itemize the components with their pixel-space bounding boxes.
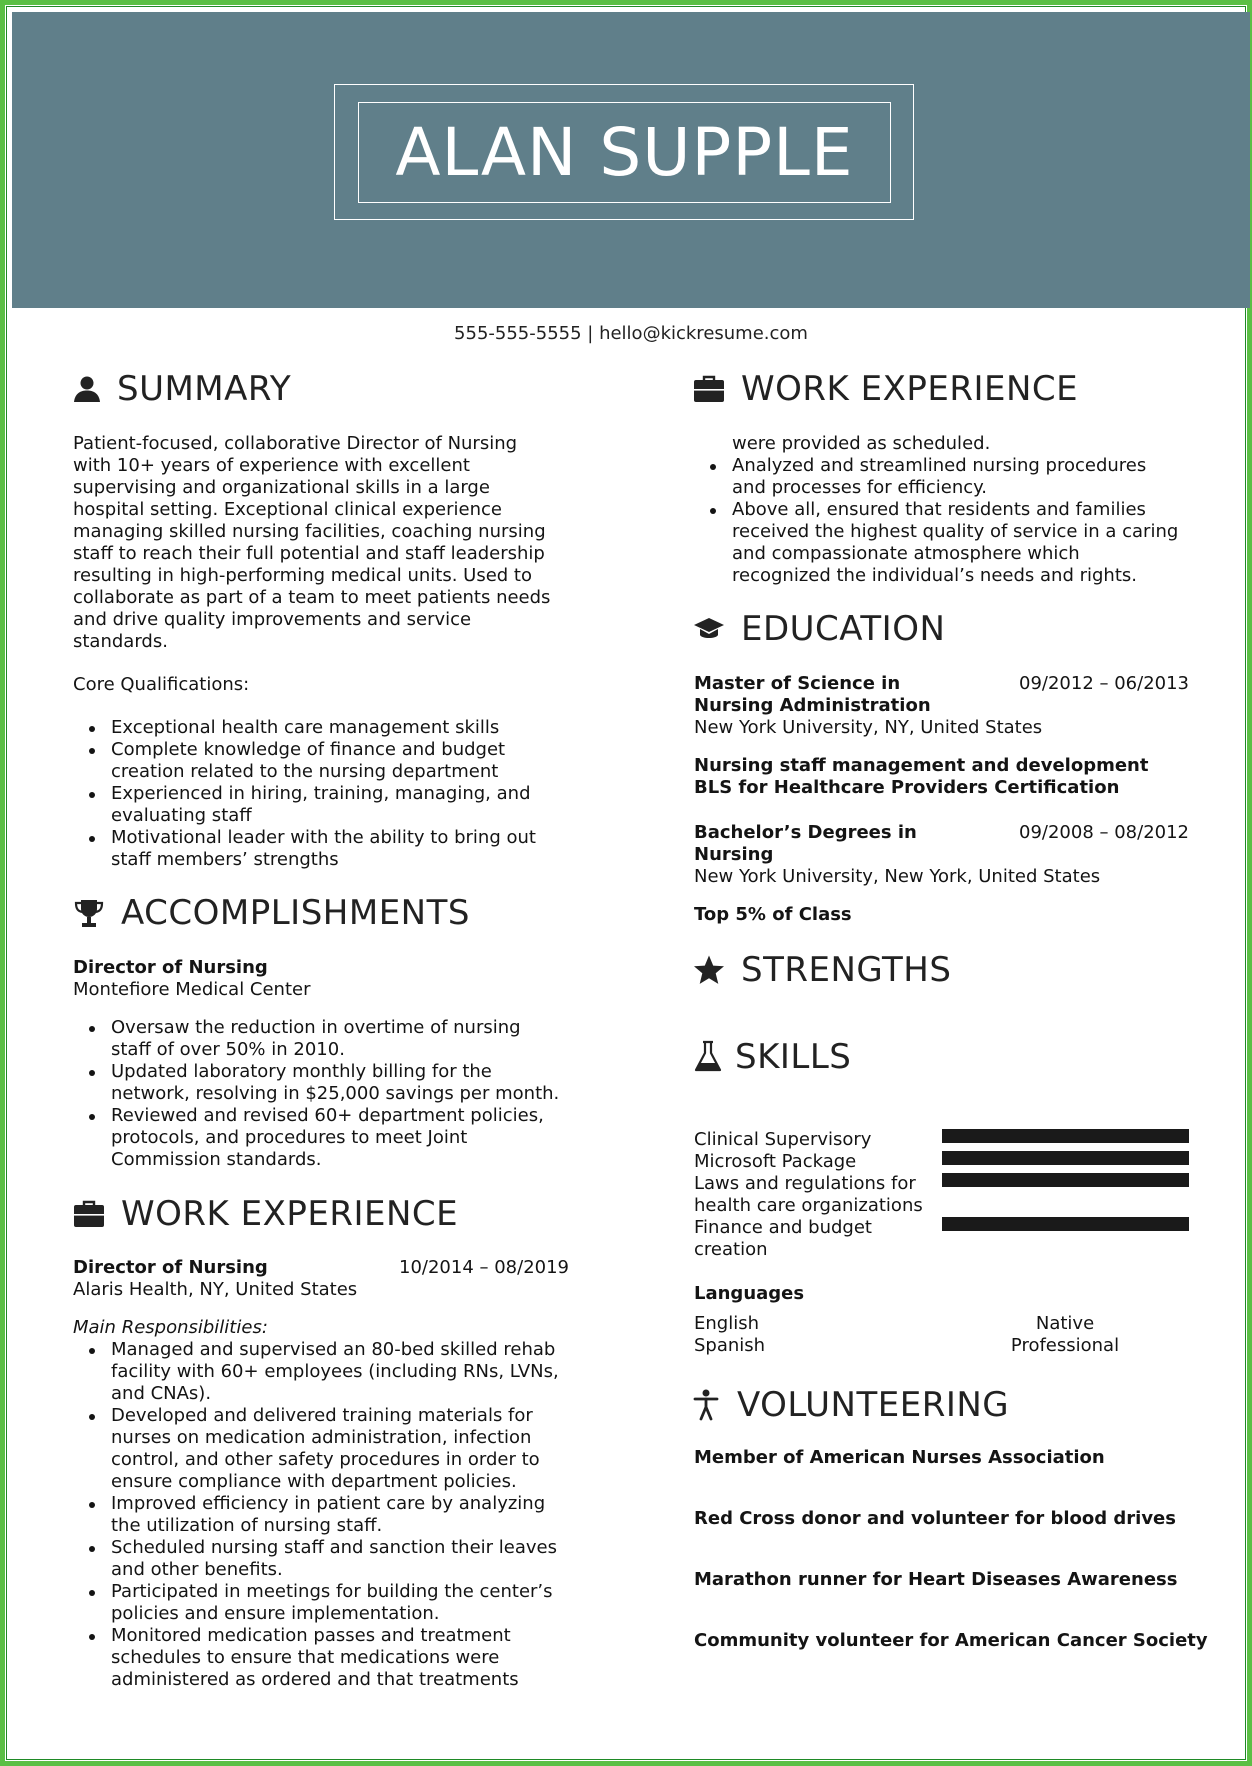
language-level: Professional [1010, 1335, 1120, 1356]
volunteering-title: VOLUNTEERING [737, 1385, 1010, 1425]
volunteering-item: Marathon runner for Heart Diseases Awareness [694, 1569, 1178, 1590]
core-qualifications-list [73, 717, 631, 871]
skills-title: SKILLS [735, 1037, 852, 1077]
summary-line: hospital setting. Exceptional clinical experience [73, 499, 502, 520]
responsibility-item-line: policies and ensure implementation. [111, 1603, 440, 1624]
skill-label [694, 1217, 934, 1261]
responsibility-item-line: Analyzed and streamlined nursing procedures [732, 455, 1147, 476]
core-qualification-item [111, 739, 631, 783]
accomplishment-org: Montefiore Medical Center [73, 979, 311, 1000]
star-icon [693, 954, 725, 986]
education-dates: 09/2008 – 08/2012 [1019, 822, 1189, 843]
skill-label [694, 1173, 934, 1217]
responsibility-continuation: were provided as scheduled. [732, 433, 991, 454]
responsibility-item-line: Managed and supervised an 80-bed skilled rehab [111, 1339, 556, 1360]
responsibility-item-line: Scheduled nursing staff and sanction their leaves [111, 1537, 557, 1558]
flask-icon [693, 1040, 723, 1074]
work-experience-heading [73, 1194, 458, 1234]
skill-label [694, 1151, 934, 1173]
responsibility-item-line: Improved efficiency in patient care by analyzing [111, 1493, 546, 1514]
core-qualification-item [111, 827, 631, 871]
education-title: EDUCATION [741, 609, 946, 649]
responsibility-item-line: and other benefits. [111, 1559, 283, 1580]
responsibility-item-line: and compassionate atmosphere which [732, 543, 1080, 564]
job-org: Alaris Health, NY, United States [73, 1279, 358, 1300]
strengths-title: STRENGTHS [741, 950, 952, 990]
responsibility-item-line: Developed and delivered training materials for [111, 1405, 533, 1426]
degree-line: Nursing Administration [694, 695, 931, 716]
name-frame-inner [358, 102, 891, 203]
skill-label-line: health care organizations [694, 1195, 923, 1216]
responsibility-item-line: and CNAs). [111, 1383, 212, 1404]
summary-line: and drive quality improvements and service [73, 609, 472, 630]
core-qualification-item-line: evaluating staff [111, 805, 252, 826]
person-icon [73, 375, 101, 403]
responsibilities-label: Main Responsibilities: [73, 1317, 268, 1338]
summary-line: collaborate as part of a team to meet patients needs [73, 587, 551, 608]
responsibility-item-line: Participated in meetings for building the center’s [111, 1581, 553, 1602]
responsibility-item [111, 1339, 631, 1405]
education-heading [693, 609, 945, 649]
language-level: Native [1035, 1313, 1095, 1334]
education-note: BLS for Healthcare Providers Certification [694, 777, 1120, 798]
job-header-row [73, 1257, 569, 1279]
core-qualification-item-line: creation related to the nursing department [111, 761, 499, 782]
work-experience-heading-continued [693, 369, 1078, 409]
skill-label-line: creation [694, 1239, 768, 1260]
accomplishments-title: ACCOMPLISHMENTS [121, 893, 470, 933]
accomplishment-role: Director of Nursing [73, 957, 268, 978]
responsibility-item-line: nurses on medication administration, infection [111, 1427, 532, 1448]
summary-line: standards. [73, 631, 168, 652]
education-header-row [694, 673, 1189, 717]
summary-line: supervising and organizational skills in a large [73, 477, 490, 498]
language-name: English [694, 1313, 759, 1334]
skill-level-bar [942, 1173, 1189, 1187]
education-notes [694, 904, 1189, 926]
education-note: Nursing staff management and development [694, 755, 1149, 776]
school: New York University, NY, United States [694, 717, 1043, 738]
education-entry [694, 673, 1189, 799]
accomplishments-heading [73, 893, 470, 933]
strengths-heading [693, 950, 951, 990]
accomplishment-item-line: network, resolving in $25,000 savings per month. [111, 1083, 560, 1104]
responsibility-item [111, 1625, 631, 1691]
volunteering-item: Member of American Nurses Association [694, 1447, 1105, 1468]
responsibility-item [732, 455, 1252, 499]
volunteering-item: Red Cross donor and volunteer for blood drives [694, 1508, 1176, 1529]
accomplishment-item [111, 1061, 631, 1105]
responsibility-item-line: recognized the individual’s needs and rights. [732, 565, 1137, 586]
core-qualification-item-line: Experienced in hiring, training, managing, and [111, 783, 531, 804]
accomplishment-item-line: Oversaw the reduction in overtime of nursing [111, 1017, 521, 1038]
responsibility-item [732, 499, 1252, 587]
accomplishment-item-line: protocols, and procedures to meet Joint [111, 1127, 468, 1148]
summary-line: staff to reach their full potential and staff leadership [73, 543, 545, 564]
contact-line: 555-555-5555 | hello@kickresume.com [454, 323, 808, 344]
skills-heading [693, 1037, 851, 1077]
work-experience-title-continued: WORK EXPERIENCE [741, 369, 1079, 409]
skill-label-line: Laws and regulations for [694, 1173, 916, 1194]
education-notes [694, 755, 1189, 799]
responsibility-item-line: and processes for efficiency. [732, 477, 987, 498]
education-dates: 09/2012 – 06/2013 [1019, 673, 1189, 694]
trophy-icon [73, 897, 105, 929]
skill-level-bar [942, 1129, 1189, 1143]
degree [694, 822, 917, 866]
accomplishment-item [111, 1017, 631, 1061]
core-qualification-item [111, 783, 631, 827]
skill-label [694, 1129, 934, 1151]
summary-line: managing skilled nursing facilities, coaching nursing [73, 521, 546, 542]
person-figure-icon [693, 1389, 719, 1421]
core-qualification-item [111, 717, 631, 739]
responsibilities-list-continued [694, 455, 1252, 587]
volunteering-heading [693, 1385, 1009, 1425]
summary-paragraph [73, 433, 573, 653]
responsibility-item [111, 1493, 631, 1537]
core-qualifications-label: Core Qualifications: [73, 674, 250, 695]
graduation-cap-icon [693, 615, 725, 643]
degree-line: Bachelor’s Degrees in [694, 822, 917, 843]
responsibility-item-line: administered as ordered and that treatments [111, 1669, 519, 1690]
skill-level-bar [942, 1151, 1189, 1165]
degree-line: Master of Science in [694, 673, 901, 694]
education-entry [694, 822, 1189, 926]
accomplishment-item-line: Commission standards. [111, 1149, 322, 1170]
briefcase-icon [73, 1199, 105, 1229]
responsibility-item-line: received the highest quality of service in a caring [732, 521, 1179, 542]
accomplishment-item-line: staff of over 50% in 2010. [111, 1039, 345, 1060]
skill-label-line: Clinical Supervisory [694, 1129, 872, 1150]
responsibilities-list [73, 1339, 631, 1691]
responsibility-item-line: ensure compliance with department policies. [111, 1471, 517, 1492]
education-header-row [694, 822, 1189, 866]
summary-title: SUMMARY [117, 369, 292, 409]
briefcase-icon [693, 374, 725, 404]
core-qualification-item-line: Complete knowledge of finance and budget [111, 739, 506, 760]
summary-heading [73, 369, 291, 409]
responsibility-item-line: facility with 60+ employees (including RNs, LVNs, [111, 1361, 559, 1382]
candidate-name: ALAN SUPPLE [395, 114, 854, 191]
summary-line: with 10+ years of experience with excellent [73, 455, 470, 476]
education-note: Top 5% of Class [694, 904, 852, 925]
responsibility-item [111, 1581, 631, 1625]
core-qualification-item-line: Motivational leader with the ability to bring out [111, 827, 536, 848]
job-dates: 10/2014 – 08/2019 [399, 1257, 569, 1278]
skill-label-line: Finance and budget [694, 1217, 872, 1238]
responsibility-item [111, 1405, 631, 1493]
degree-line: Nursing [694, 844, 774, 865]
core-qualification-item-line: staff members’ strengths [111, 849, 339, 870]
responsibility-item [111, 1537, 631, 1581]
accomplishment-item-line: Reviewed and revised 60+ department policies, [111, 1105, 544, 1126]
core-qualification-item-line: Exceptional health care management skills [111, 717, 500, 738]
responsibility-item-line: control, and other safety procedures in order to [111, 1449, 540, 1470]
responsibility-item-line: Above all, ensured that residents and families [732, 499, 1146, 520]
languages-label: Languages [694, 1283, 805, 1304]
responsibility-item-line: schedules to ensure that medications were [111, 1647, 500, 1668]
school: New York University, New York, United States [694, 866, 1101, 887]
job-role: Director of Nursing [73, 1257, 268, 1278]
degree [694, 673, 931, 717]
language-name: Spanish [694, 1335, 766, 1356]
volunteering-item: Community volunteer for American Cancer Society [694, 1630, 1208, 1651]
responsibility-item-line: Monitored medication passes and treatment [111, 1625, 511, 1646]
work-experience-title: WORK EXPERIENCE [121, 1194, 459, 1234]
accomplishment-item [111, 1105, 631, 1171]
summary-line: Patient-focused, collaborative Director of Nursing [73, 433, 518, 454]
accomplishment-item-line: Updated laboratory monthly billing for the [111, 1061, 492, 1082]
skill-label-line: Microsoft Package [694, 1151, 857, 1172]
responsibility-item-line: the utilization of nursing staff. [111, 1515, 383, 1536]
summary-line: resulting in high-performing medical units. Used to [73, 565, 532, 586]
accomplishments-list [73, 1017, 631, 1171]
skill-level-bar [942, 1217, 1189, 1231]
